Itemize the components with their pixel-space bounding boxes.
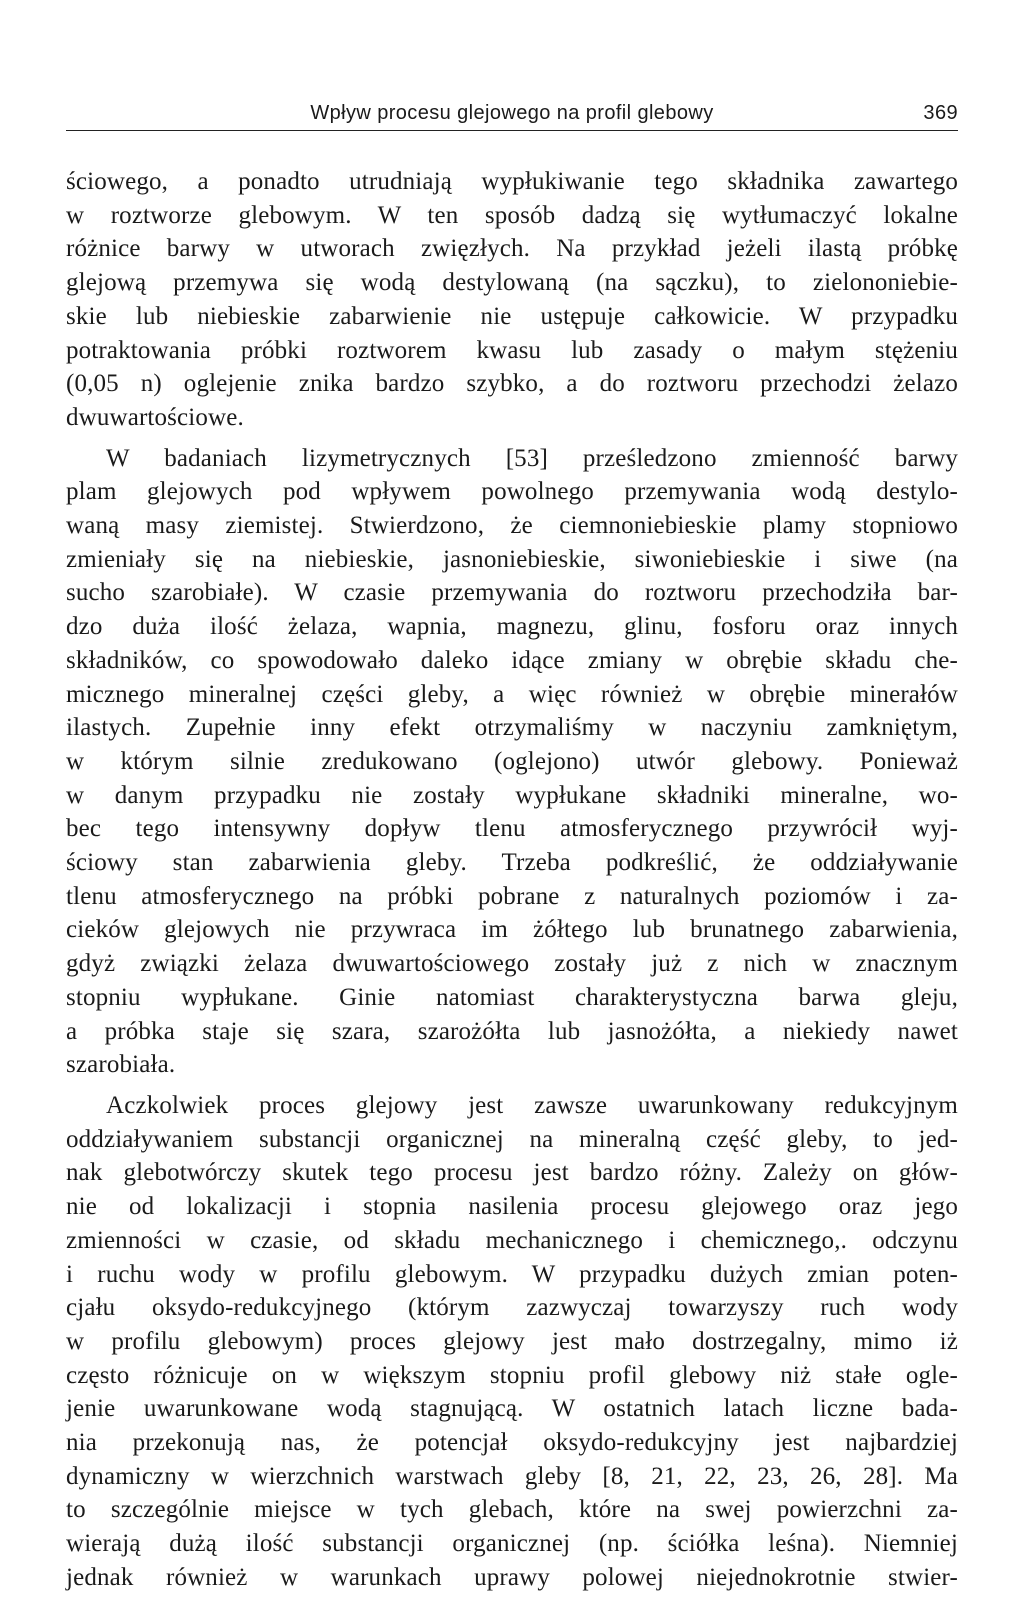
page-number: 369 [923,102,958,124]
text-line: zmieniały się na niebieskie, jasnoniebieskie, siwoniebieskie i siwe (na [66,545,958,573]
text-line: dzo duża ilość żelaza, wapnia, magnezu, glinu, fosforu oraz innych [66,613,958,641]
text-line: bec tego intensywny dopływ tlenu atmosferycznego przywrócił wyj- [66,815,958,843]
text-line: nie od lokalizacji i stopnia nasilenia procesu glejowego oraz jego [66,1193,958,1221]
text-line: szarobiała. [66,1051,176,1079]
text-line: W badaniach lizymetrycznych [53] prześledzono zmienność barwy [106,444,958,472]
text-line: to szczególnie miejsce w tych glebach, które na swej powierzchni za- [66,1496,958,1524]
running-header [66,96,958,131]
text-line: w roztworze glebowym. W ten sposób dadzą się wytłumaczyć lokalne [66,201,958,229]
text-line: i ruchu wody w profilu glebowym. W przypadku dużych zmian poten- [66,1260,958,1288]
paragraph-3 [66,1089,958,1595]
text-line: waną masy ziemistej. Stwierdzono, że ciemnoniebieskie plamy stopniowo [66,512,958,540]
text-line: nia przekonują nas, że potencjał oksydo-redukcyjny jest najbardziej [66,1429,958,1457]
text-line: w danym przypadku nie zostały wypłukane składniki mineralne, wo- [66,781,958,809]
text-line: ilastych. Zupełnie inny efekt otrzymaliśmy w naczyniu zamkniętym, [66,714,958,742]
text-line: potraktowania próbki roztworem kwasu lub zasady o małym stężeniu [66,336,958,364]
text-line: dynamiczny w wierzchnich warstwach gleby [8, 21, 22, 23, 26, 28]. Ma [66,1462,958,1490]
text-line: cieków glejowych nie przywraca im żółtego lub brunatnego zabarwienia, [66,916,958,944]
text-line: ściowego, a ponadto utrudniają wypłukiwanie tego składnika zawartego [66,168,958,195]
text-line: a próbka staje się szara, szarożółta lub jasnożółta, a niekiedy nawet [66,1017,958,1045]
text-line: skie lub niebieskie zabarwienie nie ustępuje całkowicie. W przypadku [66,302,958,330]
text-line: w którym silnie zredukowano (oglejono) utwór glebowy. Ponieważ [66,747,958,775]
text-line: nak glebotwórczy skutek tego procesu jest bardzo różny. Zależy on głów- [66,1159,958,1187]
text-line: stopniu wypłukane. Ginie natomiast charakterystyczna barwa gleju, [66,983,958,1011]
text-line: zmienności w czasie, od składu mechanicznego i chemicznego,. odczynu [66,1226,958,1254]
text-line: glejową przemywa się wodą destylowaną (na sączku), to zielononiebie- [66,269,958,297]
text-line: ściowy stan zabarwienia gleby. Trzeba podkreślić, że oddziaływanie [66,849,958,877]
text-line: często różnicuje on w większym stopniu profil glebowy niż stałe ogle- [66,1361,958,1389]
text-line: składników, co spowodowało daleko idące zmiany w obrębie składu che- [66,646,958,674]
text-line: dwuwartościowe. [66,403,244,431]
text-line: sucho szarobiałe). W czasie przemywania do roztworu przechodziła bar- [66,579,958,607]
text-line: plam glejowych pod wpływem powolnego przemywania wodą destylo- [66,478,958,506]
text-line: cjału oksydo-redukcyjnego (którym zazwyczaj towarzyszy ruch wody [66,1294,958,1322]
text-line: jednak również w warunkach uprawy polowej niejednokrotnie stwier- [66,1563,958,1591]
text-line: tlenu atmosferycznego na próbki pobrane z naturalnych poziomów i za- [66,882,958,910]
text-line: micznego mineralnej części gleby, a więc również w obrębie minerałów [66,680,958,708]
text-line: jenie uwarunkowane wodą stagnującą. W ostatnich latach liczne bada- [66,1395,958,1423]
text-line: różnice barwy w utworach zwięzłych. Na przykład jeżeli ilastą próbkę [66,235,958,263]
text-line: Aczkolwiek proces glejowy jest zawsze uwarunkowany redukcyjnym [106,1091,958,1119]
paragraph-2 [66,442,958,1082]
paragraph-1 [66,165,958,435]
text-line: oddziaływaniem substancji organicznej na mineralną część gleby, to jed- [66,1125,958,1153]
body-text [66,165,958,1595]
text-line: (0,05 n) oglejenie znika bardzo szybko, a do roztworu przechodzi żelazo [66,370,958,398]
text-line: wierają dużą ilość substancji organicznej (np. ściółka leśna). Niemniej [66,1530,958,1558]
text-line: gdyż związki żelaza dwuwartościowego zostały już z nich w znacznym [66,950,958,978]
text-line: w profilu glebowym) proces glejowy jest mało dostrzegalny, mimo iż [66,1327,958,1355]
running-title: Wpływ procesu glejowego na profil glebowy [310,102,714,124]
document-page [66,96,958,1602]
